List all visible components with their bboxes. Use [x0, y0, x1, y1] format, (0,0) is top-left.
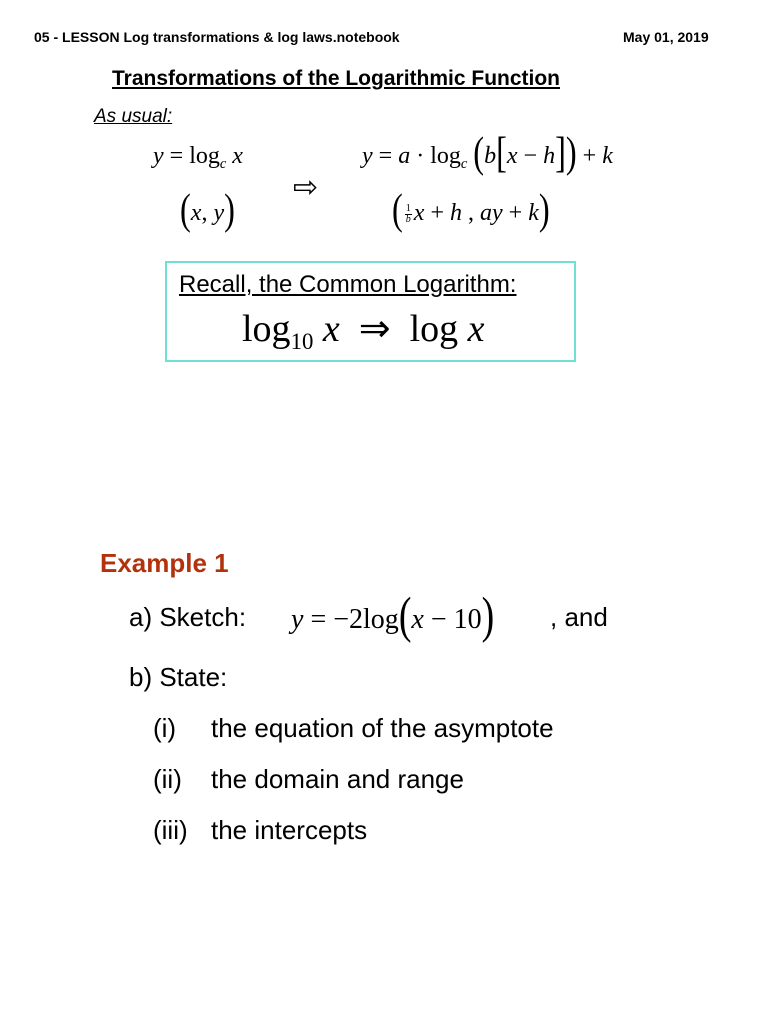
list-item-text: the domain and range — [211, 764, 464, 794]
base-point: (x, y) — [180, 185, 235, 235]
list-item-number: (ii) — [153, 764, 182, 794]
list-item-number: (iii) — [153, 815, 188, 845]
part-b-label: b) State: — [129, 662, 228, 692]
example-title: Example 1 — [100, 548, 229, 578]
common-log-formula: $\log_{10} x$ ⇒ log x — [242, 308, 485, 354]
as-usual-label: As usual: — [94, 106, 173, 127]
base-function: $y = \log_c x$ — [153, 143, 243, 173]
section-title: Transformations of the Logarithmic Function — [112, 67, 561, 90]
header-date: May 01, 2019 — [623, 29, 709, 45]
part-a-equation: y = −2log(x − 10) — [291, 587, 495, 645]
list-item-number: (i) — [153, 713, 177, 743]
right-arrow-icon: ⇨ — [293, 171, 319, 204]
transformed-function: $y = a \cdot \log_c (b[x - h]) + k$ — [362, 128, 613, 178]
recall-label: Recall, the Common Logarithm: — [179, 271, 517, 298]
list-item-text: the intercepts — [211, 815, 368, 845]
part-a-label: a) Sketch: — [129, 602, 247, 632]
transformed-point: ( $\frac{1}{b}$ x + h , ay + k) — [392, 185, 550, 235]
file-title: 05 - LESSON Log transformations & log laws.notebook — [34, 29, 400, 45]
list-item-text: the equation of the asymptote — [211, 713, 554, 743]
part-a-suffix: , and — [550, 602, 608, 632]
